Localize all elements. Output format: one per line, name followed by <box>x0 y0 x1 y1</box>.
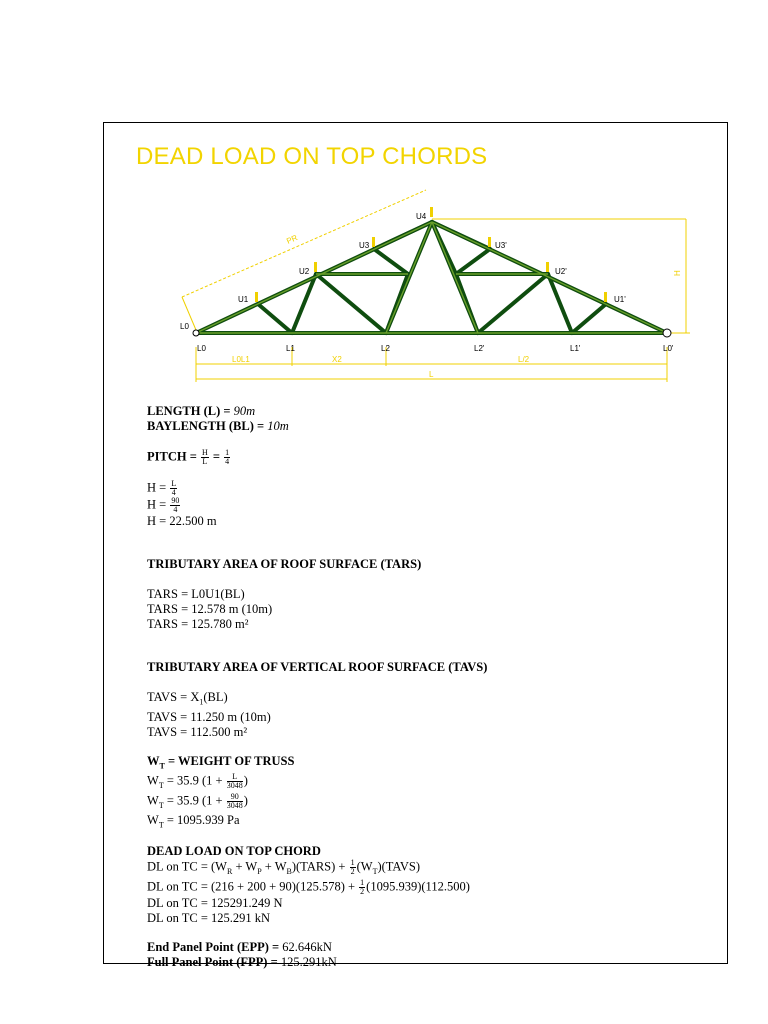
pitch-line <box>147 449 707 466</box>
dl-heading: DEAD LOAD ON TOP CHORD <box>147 844 321 859</box>
wt-line-1: $W_T = 35.9$ (1 + $\frac{L}{3048}$ ) <box>147 772 248 790</box>
epp-line <box>147 940 707 955</box>
dim-label-pr: PR <box>285 233 299 246</box>
node-label-l2: L2 <box>381 344 390 353</box>
node-label-u2: U2 <box>299 267 310 276</box>
pitch-equals: = <box>212 449 220 464</box>
tavs-line-2: TAVS = 11.250 m (10m) <box>147 709 271 724</box>
node-label-l0-top: L0 <box>180 322 189 331</box>
node-label-l2-prime: L2' <box>474 344 485 353</box>
node-label-u3: U3 <box>359 241 370 250</box>
wt-heading: $W_T$ = WEIGHT OF TRUSS <box>147 753 295 770</box>
node-label-u1-prime: U1' <box>614 295 626 304</box>
truss-members <box>196 222 667 333</box>
dim-label-x2: X2 <box>332 355 342 364</box>
epp-value: 62.646kN <box>279 940 332 955</box>
pin-support-left <box>193 330 199 336</box>
truss-member-highlights <box>196 222 667 333</box>
calculation-block <box>147 404 707 970</box>
dim-label-h: H <box>673 270 682 276</box>
node-label-u3-prime: U3' <box>495 241 507 250</box>
dl-fraction-2: $\frac{1}{2}$ <box>360 878 365 897</box>
fpp-value: 125.291kN <box>277 955 337 970</box>
dim-label-l0l1: L0L1 <box>232 355 250 364</box>
h-line-1: H = $\frac{L}{4}$ <box>147 479 177 497</box>
wt-fraction-1: $\frac{L}{3048}$ <box>226 772 243 790</box>
wt-line-2: $W_T = 35.9$ (1 + $\frac{90}{3048}$ ) <box>147 791 248 810</box>
epp-label: End Panel Point (EPP) = <box>147 940 280 955</box>
pitch-label: PITCH = <box>147 449 197 464</box>
wt-line-3: $W_T = 1095.939$ Pa <box>147 812 240 830</box>
node-label-l1-prime: L1' <box>570 344 581 353</box>
h-line-3: H = 22.500 m <box>147 514 217 528</box>
node-label-u2-prime: U2' <box>555 267 567 276</box>
baylength-line <box>147 419 707 434</box>
h-line-2: H = $\frac{90}{4}$ <box>147 496 180 514</box>
tavs-line-1: TAVS = $X_1(BL)$ <box>147 690 228 707</box>
truss-diagram <box>170 185 690 385</box>
h-fraction-1: $\frac{L}{4}$ <box>171 479 177 497</box>
dl-line-3: DL on TC = 125291.249 N <box>147 896 283 911</box>
node-label-l1: L1 <box>286 344 295 353</box>
dl-line-2: DL on TC = (216 + 200 + 90)(125.578) + $\frac{1}{2}$ (1095.939)(112.500) <box>147 878 470 897</box>
tars-line-1: TARS = L0U1(BL) <box>147 587 245 601</box>
length-label: LENGTH (L) = <box>147 404 231 418</box>
h-fraction-2: $\frac{90}{4}$ <box>171 496 180 514</box>
node-label-u4: U4 <box>416 212 427 221</box>
dim-label-l2: L/2 <box>518 355 530 364</box>
length-value: 90m <box>233 404 256 418</box>
fpp-line <box>147 955 707 970</box>
tars-heading: TRIBUTARY AREA OF ROOF SURFACE (TARS) <box>147 557 422 571</box>
dl-fraction-1: $\frac{1}{2}$ <box>350 858 355 877</box>
pitch-fraction-value: $\frac{1}{4}$ <box>225 448 230 466</box>
page-title: DEAD LOAD ON TOP CHORDS <box>136 143 488 170</box>
node-label-l0-prime: L0' <box>663 344 674 353</box>
dl-line-1: DL on TC = ($W_R + W_P$ + $W_B)(TARS)$ + $\frac{1}{2}$ $(W_T)(TAVS)$ <box>147 858 420 877</box>
pitch-fraction-hl: $\frac{H}{L}$ <box>201 448 208 466</box>
node-label-u1: U1 <box>238 295 249 304</box>
baylength-value: 10m <box>267 419 289 433</box>
node-label-l0: L0 <box>197 344 206 353</box>
tars-line-2: TARS = 12.578 m (10m) <box>147 602 273 616</box>
dim-label-l: L <box>429 370 434 379</box>
dimension-lines <box>182 190 690 382</box>
roller-support-right <box>663 329 671 337</box>
tavs-heading: TRIBUTARY AREA OF VERTICAL ROOF SURFACE (TAVS) <box>147 660 488 674</box>
tars-line-3: TARS = 125.780 m² <box>147 617 249 631</box>
tavs-line-3: TAVS = 112.500 m² <box>147 724 248 739</box>
wt-fraction-2: $\frac{90}{3048}$ <box>226 791 243 810</box>
dl-line-4: DL on TC = 125.291 kN <box>147 911 271 926</box>
length-line <box>147 404 707 419</box>
baylength-label: BAYLENGTH (BL) = <box>147 419 265 433</box>
fpp-label: Full Panel Point (FPP) = <box>147 955 278 970</box>
